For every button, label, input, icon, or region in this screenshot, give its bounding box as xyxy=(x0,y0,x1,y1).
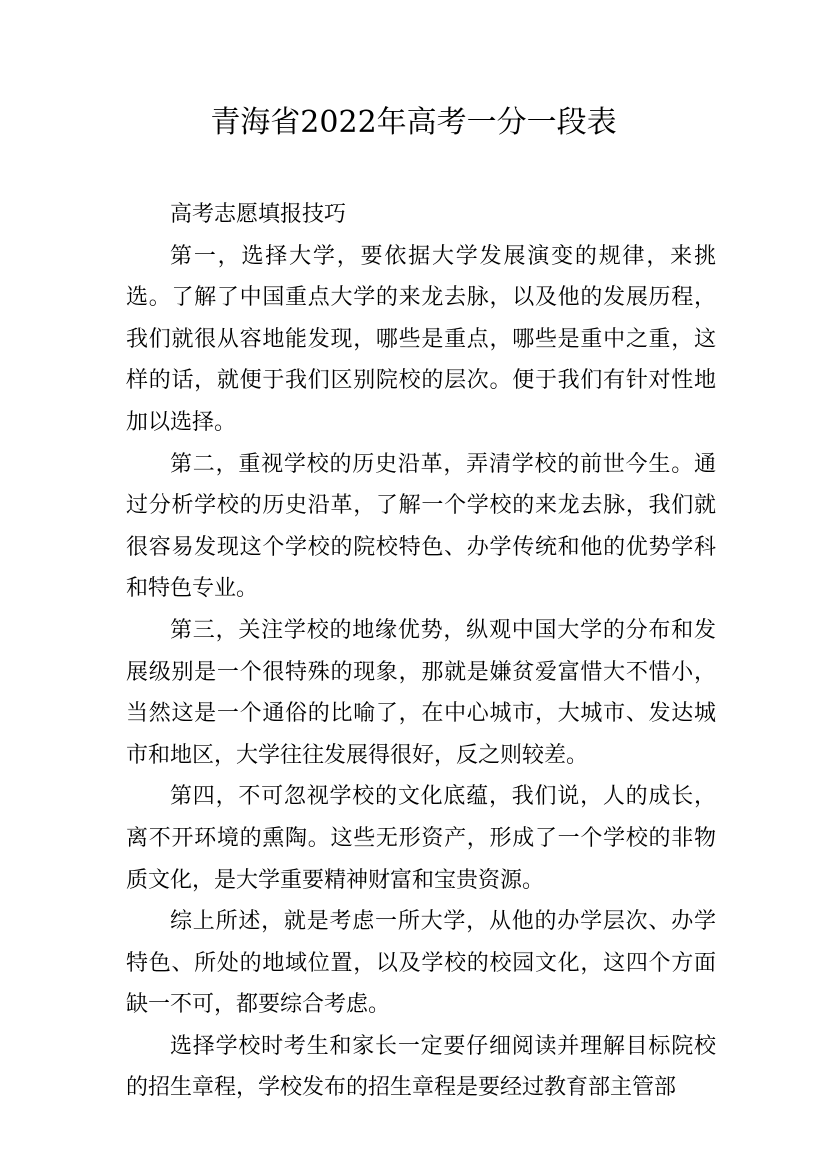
paragraph-second: 第二，重视学校的历史沿革，弄清学校的前世今生。通过分析学校的历史沿革，了解一个学校的来龙去脉，我们就很容易发现这个学校的院校特色、办学传统和他的优势学科和特色专业。 xyxy=(126,451,716,602)
section-heading: 高考志愿填报技巧 xyxy=(170,202,347,227)
document-body xyxy=(126,194,716,1109)
paragraph-first: 第一，选择大学，要依据大学发展演变的规律，来挑选。了解了中国重点大学的来龙去脉，以及他的发展历程，我们就很从容地能发现，哪些是重点，哪些是重中之重，这样的话，就便于我们区别院校的层次。便于我们有针对性地加以选择。 xyxy=(126,243,716,435)
paragraph-third: 第三，关注学校的地缘优势，纵观中国大学的分布和发展级别是一个很特殊的现象，那就是嫌贫爱富惜大不惜小，当然这是一个通俗的比喻了，在中心城市，大城市、发达城市和地区，大学往往发展得很好，反之则较差。 xyxy=(126,617,716,768)
document-title: 青海省2022年高考一分一段表 xyxy=(210,105,617,140)
paragraph-summary: 综上所述，就是考虑一所大学，从他的办学层次、办学特色、所处的地域位置，以及学校的校园文化，这四个方面缺一不可，都要综合考虑。 xyxy=(126,909,716,1018)
paragraph-fourth: 第四，不可忽视学校的文化底蕴，我们说，人的成长，离不开环境的熏陶。这些无形资产，形成了一个学校的非物质文化，是大学重要精神财富和宝贵资源。 xyxy=(126,784,716,893)
paragraph-admission-rules: 选择学校时考生和家长一定要仔细阅读并理解目标院校的招生章程，学校发布的招生章程是要经过教育部主管部 xyxy=(126,1033,716,1101)
